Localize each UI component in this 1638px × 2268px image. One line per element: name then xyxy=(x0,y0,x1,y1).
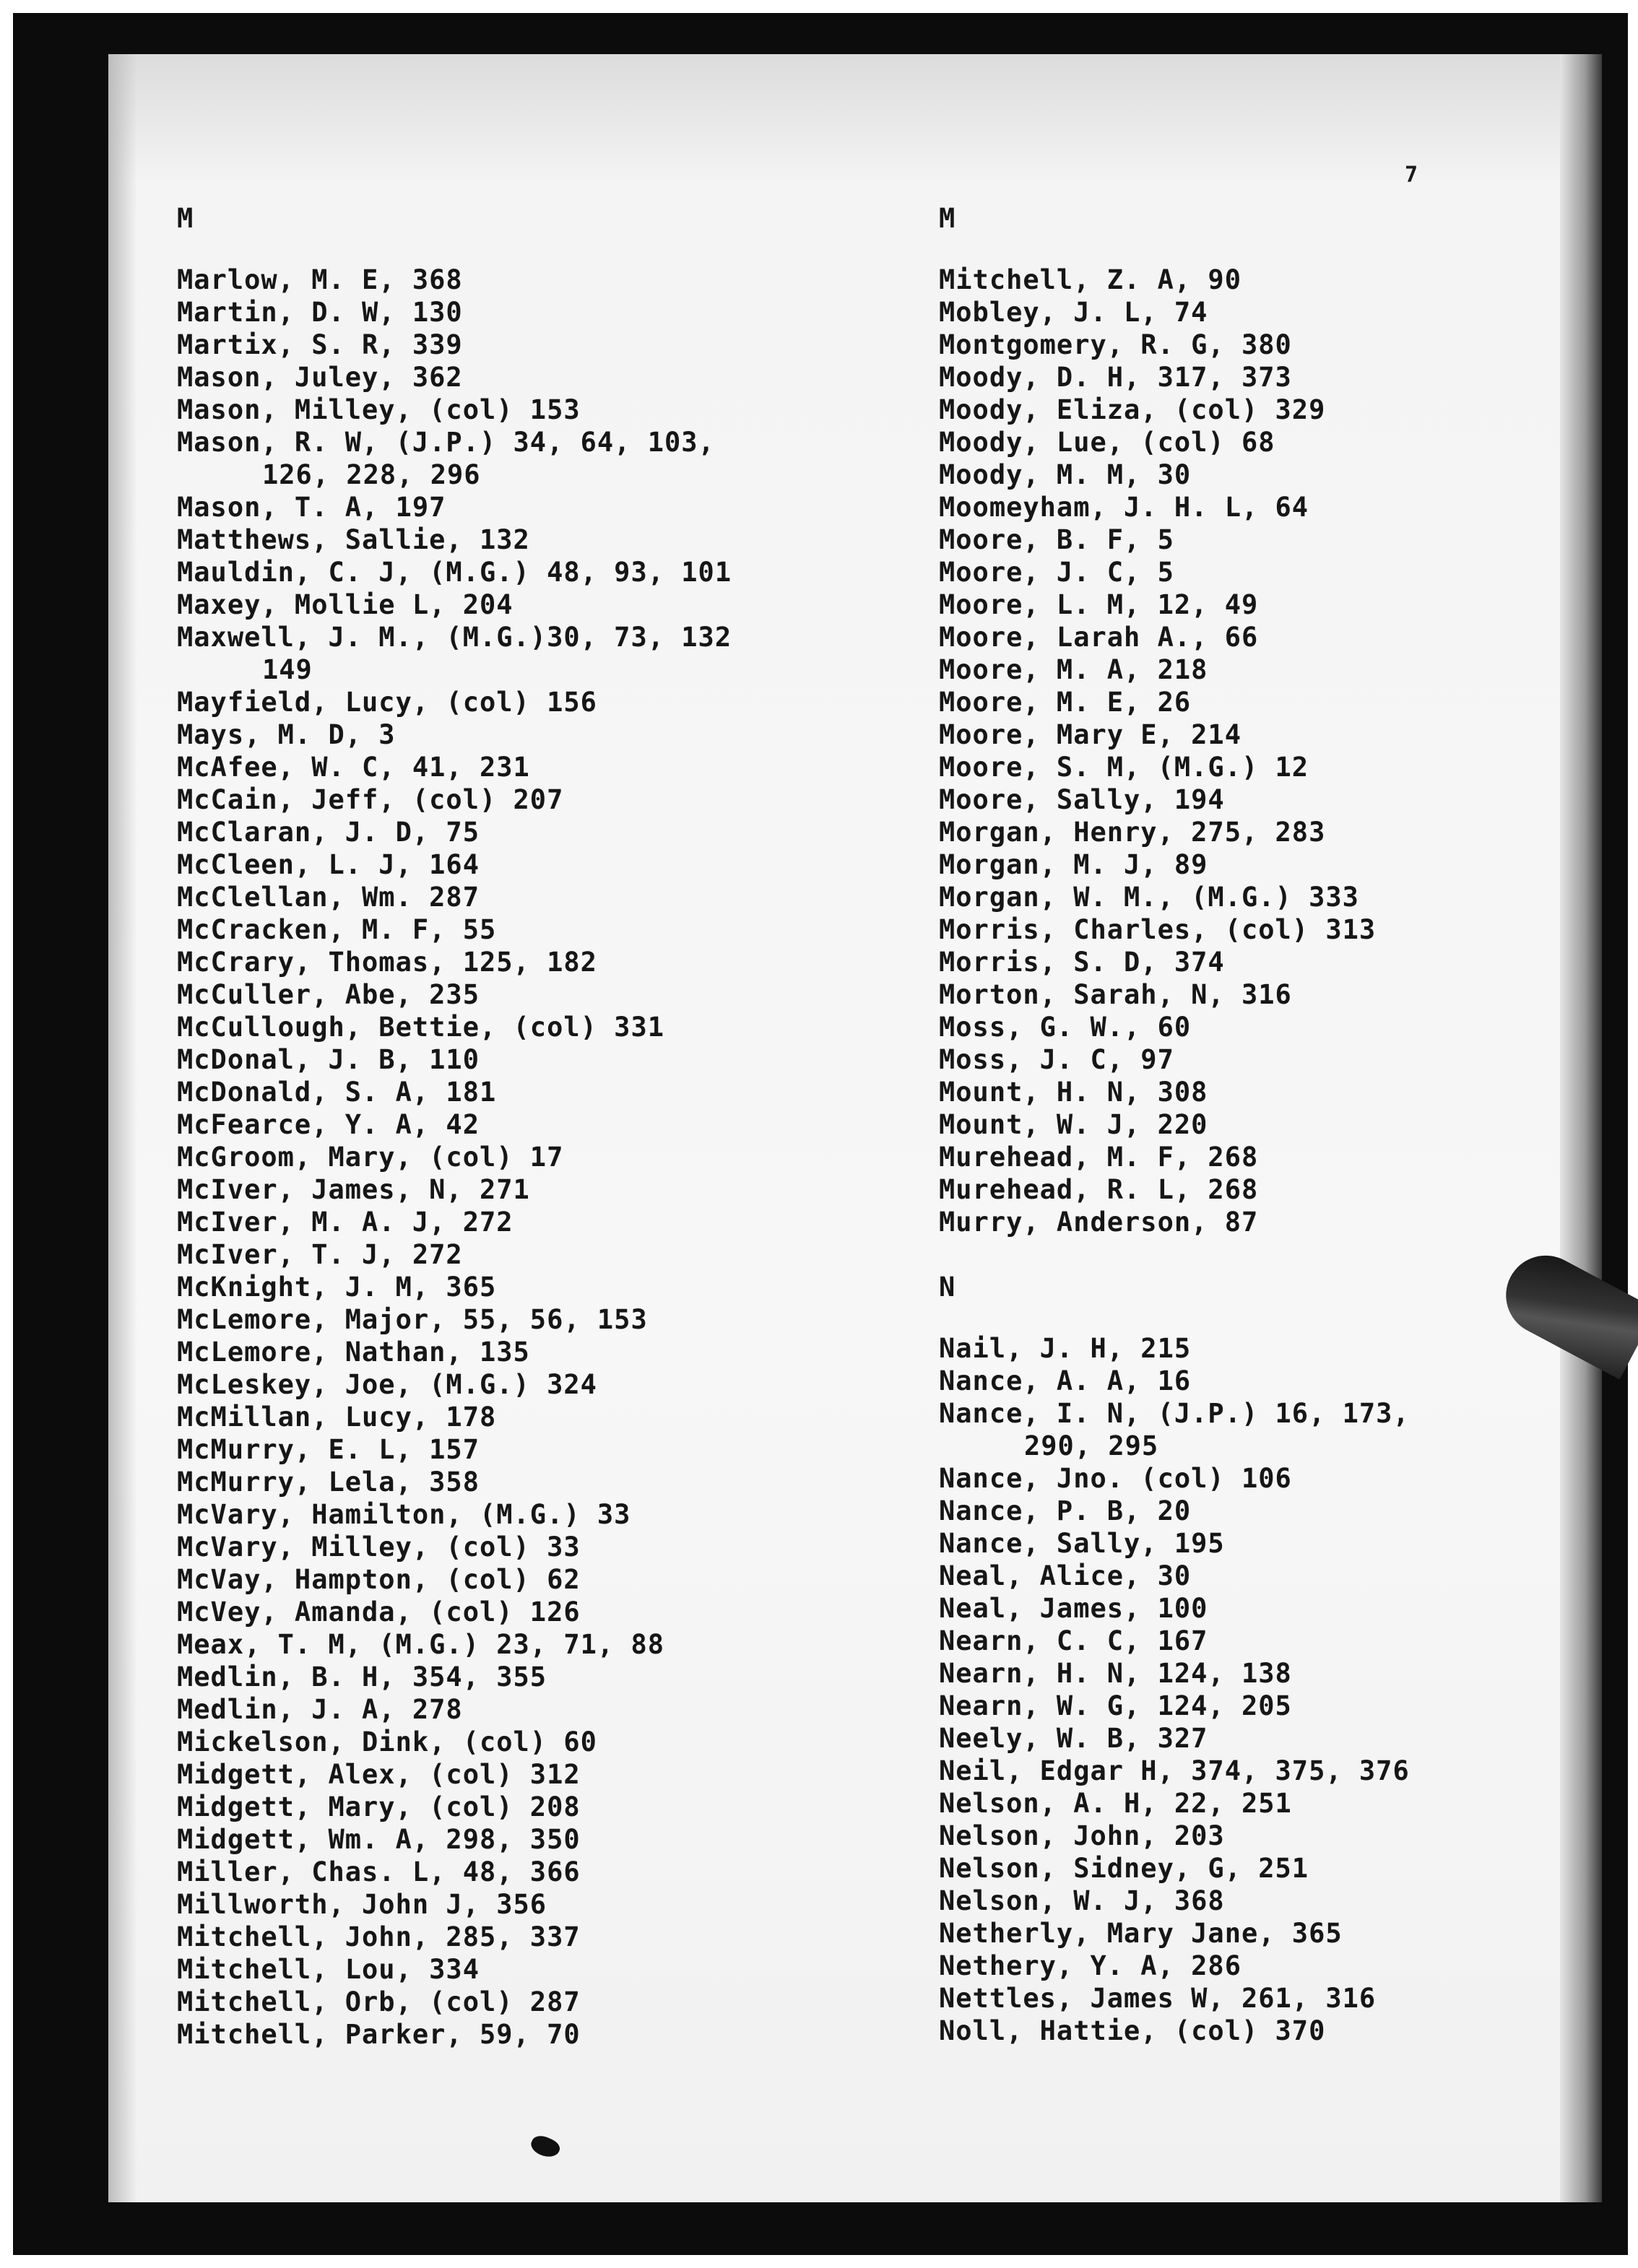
index-entry: McCain, Jeff, (col) 207 xyxy=(177,784,564,815)
index-entry: Maxey, Mollie L, 204 xyxy=(177,589,514,620)
index-entry: Mount, H. N, 308 xyxy=(939,1077,1208,1108)
index-entry: Millworth, John J, 356 xyxy=(177,1889,547,1920)
index-entry: McCleen, L. J, 164 xyxy=(177,849,480,880)
index-entry: McMillan, Lucy, 178 xyxy=(177,1402,497,1433)
index-entry: Moomeyham, J. H. L, 64 xyxy=(939,492,1309,523)
index-entry: McVary, Hamilton, (M.G.) 33 xyxy=(177,1499,631,1530)
index-entry: McLemore, Nathan, 135 xyxy=(177,1337,530,1368)
index-entry: McIver, T. J, 272 xyxy=(177,1239,463,1270)
index-entry: Murehead, R. L, 268 xyxy=(939,1174,1259,1205)
index-entry: Nail, J. H, 215 xyxy=(939,1333,1192,1364)
index-entry: McVay, Hampton, (col) 62 xyxy=(177,1564,581,1595)
index-entry: Nelson, John, 203 xyxy=(939,1820,1225,1851)
index-entry: Neely, W. B, 327 xyxy=(939,1723,1208,1754)
index-entry: Mitchell, Parker, 59, 70 xyxy=(177,2019,581,2050)
index-entry: Morgan, Henry, 275, 283 xyxy=(939,817,1326,848)
index-entry: McDonald, S. A, 181 xyxy=(177,1077,497,1108)
index-entry: Morris, S. D, 374 xyxy=(939,947,1225,978)
index-entry: Mobley, J. L, 74 xyxy=(939,297,1208,328)
index-entry: Moore, M. A, 218 xyxy=(939,654,1208,685)
index-entry: Moore, J. C, 5 xyxy=(939,557,1174,588)
index-entry: Moss, J. C, 97 xyxy=(939,1044,1174,1075)
index-entry: McGroom, Mary, (col) 17 xyxy=(177,1142,564,1173)
index-entry: McClellan, Wm. 287 xyxy=(177,882,480,913)
index-entry: Morgan, W. M., (M.G.) 333 xyxy=(939,882,1359,913)
index-page xyxy=(108,54,1602,2202)
index-entry: Nearn, W. G, 124, 205 xyxy=(939,1690,1292,1721)
index-entry-continuation: 290, 295 xyxy=(1024,1430,1159,1461)
index-entry: Moody, D. H, 317, 373 xyxy=(939,362,1292,393)
index-entry: Meax, T. M, (M.G.) 23, 71, 88 xyxy=(177,1629,665,1660)
index-entry: Martix, S. R, 339 xyxy=(177,329,463,360)
index-entry: McVey, Amanda, (col) 126 xyxy=(177,1596,581,1628)
index-entry: Mauldin, C. J, (M.G.) 48, 93, 101 xyxy=(177,557,732,588)
index-entry: Nearn, H. N, 124, 138 xyxy=(939,1658,1292,1689)
index-entry: Nearn, C. C, 167 xyxy=(939,1625,1208,1656)
index-entry: McLemore, Major, 55, 56, 153 xyxy=(177,1304,648,1335)
index-entry: Marlow, M. E, 368 xyxy=(177,264,463,295)
index-entry: Mount, W. J, 220 xyxy=(939,1109,1208,1140)
index-entry: McVary, Milley, (col) 33 xyxy=(177,1531,581,1563)
index-entry: Mitchell, Lou, 334 xyxy=(177,1954,480,1985)
index-entry: Mitchell, Orb, (col) 287 xyxy=(177,1986,581,2017)
index-entry: Mason, Juley, 362 xyxy=(177,362,463,393)
index-entry: Midgett, Mary, (col) 208 xyxy=(177,1791,581,1822)
index-entry: McFearce, Y. A, 42 xyxy=(177,1109,480,1140)
index-entry: McMurry, Lela, 358 xyxy=(177,1467,480,1498)
index-entry: Medlin, B. H, 354, 355 xyxy=(177,1661,547,1693)
index-entry: Mason, R. W, (J.P.) 34, 64, 103, xyxy=(177,427,715,458)
index-entry: Matthews, Sallie, 132 xyxy=(177,524,530,555)
page-number: 7 xyxy=(1405,162,1418,188)
index-entry: Nethery, Y. A, 286 xyxy=(939,1950,1242,1981)
index-entry: Neal, James, 100 xyxy=(939,1593,1208,1624)
index-entry: McCullough, Bettie, (col) 331 xyxy=(177,1012,665,1043)
paper-shadow xyxy=(108,54,137,2202)
right-column xyxy=(939,202,1410,2047)
index-entry: Noll, Hattie, (col) 370 xyxy=(939,2015,1326,2046)
section-letter: M xyxy=(177,203,194,234)
index-entry: McCrary, Thomas, 125, 182 xyxy=(177,947,597,978)
index-entry: Neil, Edgar H, 374, 375, 376 xyxy=(939,1755,1410,1786)
index-entry: McClaran, J. D, 75 xyxy=(177,817,480,848)
index-entry: McCuller, Abe, 235 xyxy=(177,979,480,1010)
index-entry: Nance, I. N, (J.P.) 16, 173, xyxy=(939,1398,1410,1429)
index-entry: McMurry, E. L, 157 xyxy=(177,1434,480,1465)
index-entry: Moore, B. F, 5 xyxy=(939,524,1174,555)
index-entry: Nance, Jno. (col) 106 xyxy=(939,1463,1292,1494)
index-entry: Mays, M. D, 3 xyxy=(177,719,396,750)
index-entry-continuation: 126, 228, 296 xyxy=(262,459,481,490)
index-entry: Morris, Charles, (col) 313 xyxy=(939,914,1377,945)
index-entry: McCracken, M. F, 55 xyxy=(177,914,497,945)
index-entry: Mason, T. A, 197 xyxy=(177,492,446,523)
index-entry: McLeskey, Joe, (M.G.) 324 xyxy=(177,1369,597,1400)
index-entry: Montgomery, R. G, 380 xyxy=(939,329,1292,360)
index-entry: Martin, D. W, 130 xyxy=(177,297,463,328)
index-entry: Moore, Sally, 194 xyxy=(939,784,1225,815)
index-entry: Morton, Sarah, N, 316 xyxy=(939,979,1292,1010)
index-entry: Medlin, J. A, 278 xyxy=(177,1694,463,1725)
index-entry: Netherly, Mary Jane, 365 xyxy=(939,1918,1343,1949)
index-entry: Moody, M. M, 30 xyxy=(939,459,1192,490)
index-entry: Mayfield, Lucy, (col) 156 xyxy=(177,687,597,718)
index-entry: Nance, P. B, 20 xyxy=(939,1495,1192,1526)
index-entry: Murehead, M. F, 268 xyxy=(939,1142,1259,1173)
index-entry: Maxwell, J. M., (M.G.)30, 73, 132 xyxy=(177,622,732,653)
index-entry: Neal, Alice, 30 xyxy=(939,1560,1192,1591)
index-entry: Nelson, A. H, 22, 251 xyxy=(939,1788,1292,1819)
index-entry: Mitchell, John, 285, 337 xyxy=(177,1921,581,1952)
index-entry-continuation: 149 xyxy=(262,654,313,685)
index-entry: Moore, L. M, 12, 49 xyxy=(939,589,1259,620)
index-entry: Mason, Milley, (col) 153 xyxy=(177,394,581,425)
index-entry: Moore, Larah A., 66 xyxy=(939,622,1259,653)
index-entry: Moody, Lue, (col) 68 xyxy=(939,427,1275,458)
index-entry: Miller, Chas. L, 48, 366 xyxy=(177,1856,581,1887)
index-entry: Nance, Sally, 195 xyxy=(939,1528,1225,1559)
paper-edge xyxy=(1560,54,1602,2202)
index-entry: Moody, Eliza, (col) 329 xyxy=(939,394,1326,425)
index-entry: Midgett, Alex, (col) 312 xyxy=(177,1759,581,1790)
section-letter: M xyxy=(939,203,956,234)
index-entry: Mitchell, Z. A, 90 xyxy=(939,264,1242,295)
section-gap xyxy=(939,1238,1410,1271)
left-column xyxy=(177,202,732,2051)
index-entry: Moss, G. W., 60 xyxy=(939,1012,1192,1043)
index-entry: Nettles, James W, 261, 316 xyxy=(939,1983,1377,2014)
index-entry: Nelson, W. J, 368 xyxy=(939,1885,1225,1916)
section-letter: N xyxy=(939,1272,956,1303)
index-entry: Moore, S. M, (M.G.) 12 xyxy=(939,752,1309,783)
index-entry: Mickelson, Dink, (col) 60 xyxy=(177,1726,597,1758)
index-entry: Murry, Anderson, 87 xyxy=(939,1207,1259,1238)
index-entry: Morgan, M. J, 89 xyxy=(939,849,1208,880)
index-entry: McKnight, J. M, 365 xyxy=(177,1272,497,1303)
index-entry: Moore, Mary E, 214 xyxy=(939,719,1242,750)
index-entry: Nelson, Sidney, G, 251 xyxy=(939,1853,1309,1884)
index-entry: McAfee, W. C, 41, 231 xyxy=(177,752,530,783)
index-entry: Nance, A. A, 16 xyxy=(939,1365,1192,1396)
index-entry: McDonal, J. B, 110 xyxy=(177,1044,480,1075)
index-entry: Midgett, Wm. A, 298, 350 xyxy=(177,1824,581,1855)
index-entry: McIver, James, N, 271 xyxy=(177,1174,530,1205)
index-entry: McIver, M. A. J, 272 xyxy=(177,1207,514,1238)
index-entry: Moore, M. E, 26 xyxy=(939,687,1192,718)
